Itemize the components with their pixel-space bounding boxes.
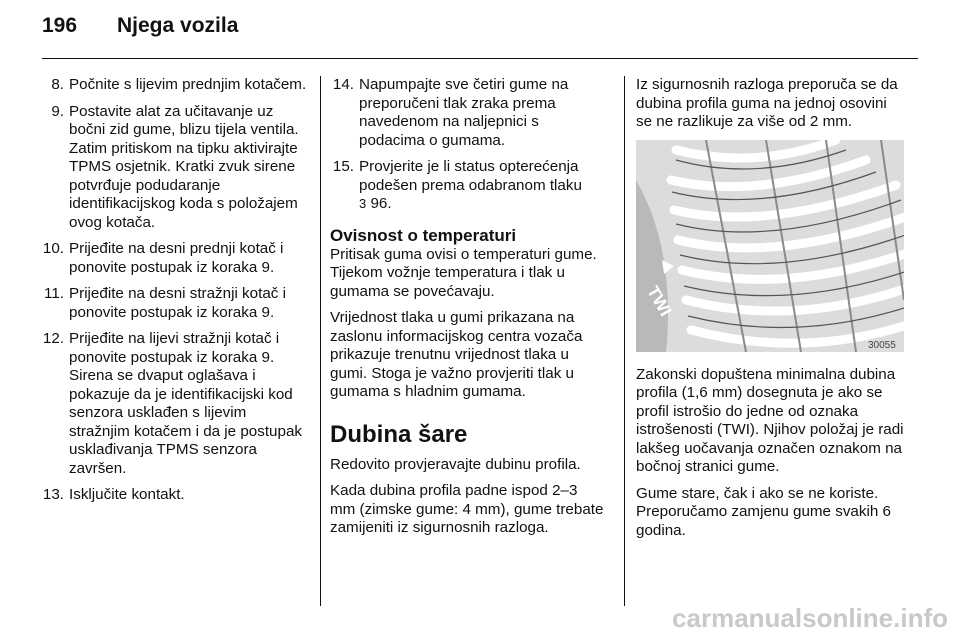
step-9: 9. Postavite alat za učitavanje uz bočni zid gume, blizu tijela ventila. Zatim pritiskom na tipku aktivirajte TPMS osjetnik. Kratki zvuk sirene potvrđuje podudaranje identifikacijskog koda s položajem ovog kotača. bbox=[51, 102, 299, 231]
legal-tread-paragraph: Zakonski dopuštena minimalna dubina profila (1,6 mm) dosegnuta je ako se profil istrošio do jedne od oznaka istrošenosti (TWI). Njihov položaj je radi lakšeg uočavanja označen oznakom na bočnoj stranici gume. bbox=[636, 365, 904, 475]
step-10: 10. Prijeđite na desni prednji kotač i ponovite postupak iz koraka 9. bbox=[42, 240, 284, 276]
page-ref-icon: 3 bbox=[359, 196, 367, 211]
step-12: 12. Prijeđite na lijevi stražnji kotač i ponovite postupak iz koraka 9. Sirena se dvaput oglašava i pokazuje da je identifikacijski kod senzora usklađen s lijevim stražnjim kotačem i da je postupak usklađivanja TPMS senzora završen. bbox=[42, 330, 302, 477]
step-15: 15. Provjerite je li status opterećenja podešen prema odabranom tlaku 3 96. bbox=[332, 158, 582, 212]
step-13: 13. Isključite kontakt. bbox=[42, 486, 185, 503]
temperature-heading: Ovisnost o temperaturi bbox=[330, 225, 517, 245]
tread-depth-heading: Dubina šare bbox=[330, 420, 468, 448]
column-divider-2 bbox=[624, 76, 625, 606]
step-14: 14. Napumpajte sve četiri gume na preporučeni tlak zraka prema navedenom na naljepnici s podacima o gumama. bbox=[332, 76, 569, 149]
column-2 bbox=[330, 76, 606, 546]
page-title: Njega vozila bbox=[117, 14, 239, 37]
twi-label: TWI bbox=[643, 282, 676, 319]
tire-tread-illustration bbox=[636, 140, 904, 352]
step-11: 11. Prijeđite na desni stražnji kotač i ponovite postupak iz koraka 9. bbox=[44, 285, 286, 321]
temperature-paragraph-2: Vrijednost tlaka u gumi prikazana na zaslonu informacijskog centra vozača prikazuje trenutnu vrijednost tlaka u gumi. Stoga je važno provjeriti tlak u gumama s hladnim gumama. bbox=[330, 309, 583, 400]
watermark: carmanualsonline.info bbox=[672, 603, 948, 633]
step-8: 8. Počnite s lijevim prednjim kotačem. bbox=[51, 76, 307, 93]
column-divider-1 bbox=[320, 76, 321, 606]
header-rule bbox=[42, 58, 918, 59]
column-3 bbox=[636, 76, 904, 548]
tire-tread-figure bbox=[636, 140, 904, 352]
tread-paragraph-1: Redovito provjeravajte dubinu profila. bbox=[330, 455, 581, 473]
column-1 bbox=[40, 76, 308, 513]
page-number: 196 bbox=[42, 14, 78, 37]
figure-code: 30055 bbox=[868, 339, 896, 351]
tire-age-paragraph: Gume stare, čak i ako se ne koriste. Preporučamo zamjenu gume svakih 6 godina. bbox=[636, 484, 891, 539]
page-header bbox=[42, 14, 238, 44]
page-ref[interactable]: 96. bbox=[366, 195, 392, 212]
temperature-paragraph-1: Pritisak guma ovisi o temperaturi gume. Tijekom vožnje temperatura i tlak u gumama se povećavaju. bbox=[330, 245, 597, 300]
safety-paragraph: Iz sigurnosnih razloga preporuča se da dubina profila guma na jednoj osovini se ne razlikuje za više od 2 mm. bbox=[636, 76, 898, 130]
tread-paragraph-2: Kada dubina profila padne ispod 2–3 mm (zimske gume: 4 mm), gume trebate zamijeniti iz sigurnosnih razloga. bbox=[330, 482, 604, 536]
